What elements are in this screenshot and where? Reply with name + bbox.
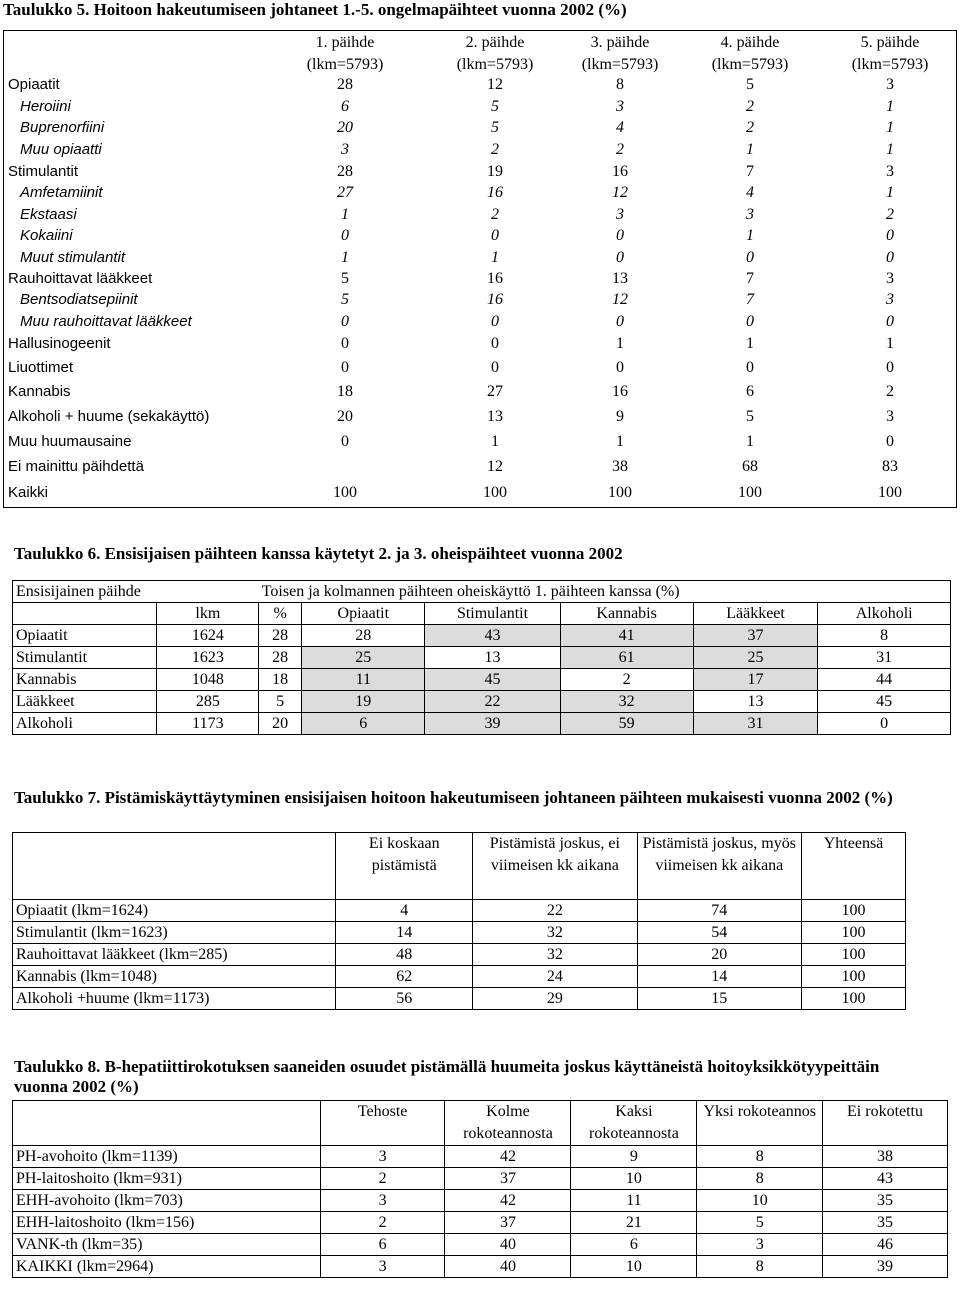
table6-cell: 25 bbox=[693, 647, 818, 669]
table8-cell: 38 bbox=[823, 1146, 948, 1168]
table5-cell: 1 bbox=[886, 98, 894, 115]
table5-cell: 2 bbox=[886, 383, 894, 400]
table5-cell: 1 bbox=[491, 249, 499, 266]
table5-cell: 100 bbox=[878, 484, 902, 501]
table6-head-primary: Ensisijainen päihde bbox=[13, 581, 259, 603]
table5-cell: 0 bbox=[341, 313, 349, 330]
table7-cell: 20 bbox=[637, 944, 801, 966]
table6-cell: 28 bbox=[259, 625, 302, 647]
table7-cell: 32 bbox=[473, 922, 637, 944]
table6-cell: 13 bbox=[425, 647, 560, 669]
table6-cell: 41 bbox=[560, 625, 693, 647]
table5-cell: 28 bbox=[337, 76, 353, 93]
table5-col-header-line1: 4. päihde bbox=[720, 34, 780, 51]
table8-row bbox=[13, 1212, 948, 1234]
table5-col-header-line1: 1. päihde bbox=[315, 34, 375, 51]
table6-cell: 45 bbox=[425, 669, 560, 691]
table5-row bbox=[3, 357, 957, 379]
table7-row-label: Rauhoittavat lääkkeet (lkm=285) bbox=[13, 944, 336, 966]
table5-cell: 1 bbox=[746, 141, 754, 158]
table5-row bbox=[3, 381, 957, 403]
table5-cell: 5 bbox=[746, 76, 754, 93]
table5-cell: 0 bbox=[616, 359, 624, 376]
table5-cell: 13 bbox=[612, 270, 628, 287]
table5-row-label: Alkoholi + huume (sekakäyttö) bbox=[8, 408, 210, 425]
table5-cell: 16 bbox=[487, 270, 503, 287]
table5-cell: 0 bbox=[491, 359, 499, 376]
table5-row-label: Liuottimet bbox=[8, 359, 74, 376]
table6-head-secondary: Toisen ja kolmannen päihteen oheiskäyttö 1. päihteen kanssa (%) bbox=[259, 581, 951, 603]
table6-row bbox=[13, 691, 951, 713]
table7-row-label: Stimulantit (lkm=1623) bbox=[13, 922, 336, 944]
table5-col-header bbox=[290, 32, 400, 76]
table5-cell: 2 bbox=[616, 141, 624, 158]
table5-cell: 16 bbox=[487, 291, 503, 308]
table5-row-label: Opiaatit bbox=[8, 76, 60, 93]
table5-cell: 3 bbox=[616, 98, 624, 115]
table8-cell: 2 bbox=[320, 1168, 445, 1190]
table5-cell: 100 bbox=[483, 484, 507, 501]
table7-cell: 54 bbox=[637, 922, 801, 944]
table6-cell: 39 bbox=[425, 713, 560, 735]
table5-cell: 0 bbox=[746, 249, 754, 266]
table8-col-header: Kolme rokoteannosta bbox=[445, 1101, 571, 1146]
table8-head-blank bbox=[13, 1101, 321, 1146]
table5-cell: 100 bbox=[333, 484, 357, 501]
table8-cell: 37 bbox=[445, 1168, 571, 1190]
table5-row-label: Muu huumausaine bbox=[8, 433, 132, 450]
table7-col-header: Pistämistä joskus, ei viimeisen kk aikana bbox=[473, 833, 637, 900]
table5-cell: 3 bbox=[341, 141, 349, 158]
table5-cell: 6 bbox=[341, 98, 349, 115]
table5-cell: 0 bbox=[616, 227, 624, 244]
table6-cell: 28 bbox=[259, 647, 302, 669]
table6-cell: 1623 bbox=[157, 647, 259, 669]
table6-cell: 6 bbox=[302, 713, 425, 735]
table5-cell: 0 bbox=[491, 335, 499, 352]
table7-row bbox=[13, 988, 906, 1010]
table7-cell: 100 bbox=[802, 900, 906, 922]
table6-cell: 61 bbox=[560, 647, 693, 669]
table8-cell: 42 bbox=[445, 1146, 571, 1168]
table8-cell: 3 bbox=[320, 1146, 445, 1168]
table5-row bbox=[3, 247, 957, 269]
table7 bbox=[12, 832, 906, 1010]
table5-row bbox=[3, 431, 957, 453]
table6-cell: 5 bbox=[259, 691, 302, 713]
table5-cell: 16 bbox=[612, 163, 628, 180]
table6-col-header: Lääkkeet bbox=[693, 603, 818, 625]
table5-row-label: Ekstaasi bbox=[20, 206, 77, 223]
table5-cell: 1 bbox=[886, 141, 894, 158]
table6-head-blank bbox=[13, 603, 157, 625]
table5-row bbox=[3, 456, 957, 478]
table8-col-header: Tehoste bbox=[320, 1101, 445, 1146]
table5-row bbox=[3, 74, 957, 96]
table8-row-label: EHH-laitoshoito (lkm=156) bbox=[13, 1212, 321, 1234]
table7-row-label: Alkoholi +huume (lkm=1173) bbox=[13, 988, 336, 1010]
table8-cell: 3 bbox=[697, 1234, 823, 1256]
table7-row bbox=[13, 900, 906, 922]
table6-cell: 31 bbox=[693, 713, 818, 735]
table5-row-label: Kaikki bbox=[8, 484, 49, 501]
table7-cell: 100 bbox=[802, 944, 906, 966]
table6-cell: 28 bbox=[302, 625, 425, 647]
table5-row-label: Heroiini bbox=[20, 98, 71, 115]
table5-cell: 16 bbox=[487, 184, 503, 201]
table5-row-label: Stimulantit bbox=[8, 163, 79, 180]
table8-cell: 46 bbox=[823, 1234, 948, 1256]
table5-cell: 12 bbox=[612, 184, 628, 201]
table6-cell: 20 bbox=[259, 713, 302, 735]
table5-cell: 0 bbox=[886, 227, 894, 244]
table5-cell: 0 bbox=[886, 359, 894, 376]
table6-cell: 45 bbox=[818, 691, 951, 713]
table7-cell: 29 bbox=[473, 988, 637, 1010]
table8-row bbox=[13, 1190, 948, 1212]
table8-cell: 9 bbox=[571, 1146, 697, 1168]
table5-cell: 68 bbox=[742, 458, 758, 475]
table5-col-header-line2: (lkm=5793) bbox=[306, 56, 384, 73]
table5-row-label: Kokaiini bbox=[20, 227, 73, 244]
table5-row bbox=[3, 225, 957, 247]
table5-cell: 0 bbox=[886, 433, 894, 450]
table5-cell: 1 bbox=[341, 249, 349, 266]
table5-cell: 1 bbox=[341, 206, 349, 223]
table5-cell: 9 bbox=[616, 408, 624, 425]
table6-cell: 2 bbox=[560, 669, 693, 691]
table6-title: Taulukko 6. Ensisijaisen päihteen kanssa käytetyt 2. ja 3. oheispäihteet vuonna 2002 bbox=[14, 544, 623, 563]
table5-cell: 7 bbox=[746, 291, 754, 308]
table8-cell: 2 bbox=[320, 1212, 445, 1234]
table5-cell: 28 bbox=[337, 163, 353, 180]
table5-cell: 4 bbox=[616, 119, 624, 136]
table8-row-label: VANK-th (lkm=35) bbox=[13, 1234, 321, 1256]
table5-cell: 27 bbox=[487, 383, 503, 400]
table5-row-label: Buprenorfiini bbox=[20, 119, 105, 136]
table5-cell: 100 bbox=[608, 484, 632, 501]
table5-row bbox=[3, 268, 957, 290]
table8-row-label: PH-laitoshoito (lkm=931) bbox=[13, 1168, 321, 1190]
table5-row bbox=[3, 96, 957, 118]
table5-title: Taulukko 5. Hoitoon hakeutumiseen johtaneet 1.-5. ongelmapäihteet vuonna 2002 (%) bbox=[3, 0, 627, 19]
table6-row bbox=[13, 647, 951, 669]
table6-cell: 1624 bbox=[157, 625, 259, 647]
table8-row bbox=[13, 1146, 948, 1168]
table6-col-header: Stimulantit bbox=[425, 603, 560, 625]
table6-cell: 59 bbox=[560, 713, 693, 735]
table5-cell: 5 bbox=[491, 98, 499, 115]
table5-row bbox=[3, 311, 957, 333]
table5-col-header bbox=[565, 32, 675, 76]
table5-row bbox=[3, 139, 957, 161]
table6-row-label: Alkoholi bbox=[13, 713, 157, 735]
table6-row bbox=[13, 625, 951, 647]
table5-cell: 16 bbox=[612, 383, 628, 400]
table8-cell: 37 bbox=[445, 1212, 571, 1234]
table7-cell: 48 bbox=[336, 944, 473, 966]
table5-cell: 1 bbox=[746, 335, 754, 352]
table7-cell: 56 bbox=[336, 988, 473, 1010]
table5-cell: 2 bbox=[886, 206, 894, 223]
table6-row-label: Kannabis bbox=[13, 669, 157, 691]
table5-cell: 27 bbox=[337, 184, 353, 201]
table5-cell: 12 bbox=[487, 458, 503, 475]
table5-cell: 3 bbox=[886, 76, 894, 93]
table8-cell: 3 bbox=[320, 1190, 445, 1212]
table8-col-header: Kaksi rokoteannosta bbox=[571, 1101, 697, 1146]
table7-row-label: Kannabis (lkm=1048) bbox=[13, 966, 336, 988]
table5-cell: 1 bbox=[886, 335, 894, 352]
table8-col-header: Ei rokotettu bbox=[823, 1101, 948, 1146]
table6-cell: 18 bbox=[259, 669, 302, 691]
table5-col-header-line2: (lkm=5793) bbox=[711, 56, 789, 73]
table7-cell: 62 bbox=[336, 966, 473, 988]
table5-row-label: Bentsodiatsepiinit bbox=[20, 291, 138, 308]
table5-cell: 20 bbox=[337, 408, 353, 425]
table5-cell: 1 bbox=[746, 433, 754, 450]
table5-col-header-line1: 3. päihde bbox=[590, 34, 650, 51]
table8-cell: 39 bbox=[823, 1256, 948, 1278]
table5-cell: 2 bbox=[746, 98, 754, 115]
table5-cell: 0 bbox=[616, 313, 624, 330]
table6-row-label: Opiaatit bbox=[13, 625, 157, 647]
table5-row bbox=[3, 204, 957, 226]
table6-cell: 43 bbox=[425, 625, 560, 647]
table8-cell: 10 bbox=[571, 1256, 697, 1278]
table5-cell: 2 bbox=[491, 141, 499, 158]
table8-cell: 6 bbox=[571, 1234, 697, 1256]
table5-row-label: Hallusinogeenit bbox=[8, 335, 111, 352]
table5-cell: 8 bbox=[616, 76, 624, 93]
table6 bbox=[12, 580, 951, 735]
table6-cell: 31 bbox=[818, 647, 951, 669]
table8-cell: 11 bbox=[571, 1190, 697, 1212]
table6-header-row-2 bbox=[13, 603, 951, 625]
table5-cell: 0 bbox=[746, 313, 754, 330]
table8-col-header: Yksi rokoteannos bbox=[697, 1101, 823, 1146]
table5-row-label: Ei mainittu päihdettä bbox=[8, 458, 144, 475]
table8-header-row bbox=[13, 1101, 948, 1146]
table5-cell: 7 bbox=[746, 270, 754, 287]
table5-cell: 0 bbox=[341, 433, 349, 450]
table6-col-header: % bbox=[259, 603, 302, 625]
table5-row bbox=[3, 406, 957, 428]
table5-cell: 3 bbox=[886, 163, 894, 180]
table8-row-label: EHH-avohoito (lkm=703) bbox=[13, 1190, 321, 1212]
table5-cell: 0 bbox=[341, 227, 349, 244]
table8-cell: 10 bbox=[571, 1168, 697, 1190]
table6-header-row-1 bbox=[13, 581, 951, 603]
table6-cell: 44 bbox=[818, 669, 951, 691]
table5-row-label: Muu opiaatti bbox=[20, 141, 102, 158]
table7-cell: 22 bbox=[473, 900, 637, 922]
table5-row-label: Muu rauhoittavat lääkkeet bbox=[20, 313, 192, 330]
table5-cell: 3 bbox=[886, 408, 894, 425]
table8-row-label: PH-avohoito (lkm=1139) bbox=[13, 1146, 321, 1168]
table5-col-header-line2: (lkm=5793) bbox=[456, 56, 534, 73]
table5-cell: 4 bbox=[746, 184, 754, 201]
table6-col-header: lkm bbox=[157, 603, 259, 625]
table6-cell: 1048 bbox=[157, 669, 259, 691]
table8-cell: 42 bbox=[445, 1190, 571, 1212]
table5-row-label: Amfetamiinit bbox=[20, 184, 103, 201]
table5-col-header-line1: 5. päihde bbox=[860, 34, 920, 51]
table8-cell: 21 bbox=[571, 1212, 697, 1234]
table5-row-label: Rauhoittavat lääkkeet bbox=[8, 270, 153, 287]
table5-col-header-line2: (lkm=5793) bbox=[851, 56, 929, 73]
table6-cell: 37 bbox=[693, 625, 818, 647]
table5-col-header bbox=[695, 32, 805, 76]
table5-row bbox=[3, 182, 957, 204]
table6-cell: 19 bbox=[302, 691, 425, 713]
table7-cell: 15 bbox=[637, 988, 801, 1010]
table6-row bbox=[13, 669, 951, 691]
table5-cell: 3 bbox=[616, 206, 624, 223]
table8-title: Taulukko 8. B-hepatiittirokotuksen saaneiden osuudet pistämällä huumeita joskus käyttäneistä hoitoyksikkötyypeittäin vuonna 2002 (%) bbox=[14, 1057, 880, 1096]
table7-header-row bbox=[13, 833, 906, 900]
table8-cell: 6 bbox=[320, 1234, 445, 1256]
table7-cell: 14 bbox=[637, 966, 801, 988]
table8-cell: 5 bbox=[697, 1212, 823, 1234]
table8-cell: 8 bbox=[697, 1256, 823, 1278]
table6-col-header: Alkoholi bbox=[818, 603, 951, 625]
table5-cell: 18 bbox=[337, 383, 353, 400]
table7-cell: 100 bbox=[802, 988, 906, 1010]
table5-row bbox=[3, 161, 957, 183]
table6-cell: 32 bbox=[560, 691, 693, 713]
table8-cell: 43 bbox=[823, 1168, 948, 1190]
table6-cell: 1173 bbox=[157, 713, 259, 735]
table5-col-header bbox=[835, 32, 945, 76]
table6-row-label: Lääkkeet bbox=[13, 691, 157, 713]
table7-row bbox=[13, 922, 906, 944]
table7-col-header: Yhteensä bbox=[802, 833, 906, 900]
table8-cell: 35 bbox=[823, 1212, 948, 1234]
table7-row bbox=[13, 966, 906, 988]
table8-cell: 8 bbox=[697, 1146, 823, 1168]
table5-cell: 0 bbox=[491, 227, 499, 244]
table5-cell: 0 bbox=[746, 359, 754, 376]
table5-cell: 1 bbox=[746, 227, 754, 244]
table5-cell: 5 bbox=[746, 408, 754, 425]
table5-cell: 5 bbox=[341, 270, 349, 287]
table5-cell: 0 bbox=[886, 313, 894, 330]
table7-title: Taulukko 7. Pistämiskäyttäytyminen ensisijaisen hoitoon hakeutumiseen johtaneen päihteen mukaisesti vuonna 2002 (%) bbox=[14, 788, 893, 807]
table5-cell: 0 bbox=[341, 359, 349, 376]
table8-cell: 8 bbox=[697, 1168, 823, 1190]
table5-row bbox=[3, 482, 957, 504]
table5-cell: 5 bbox=[491, 119, 499, 136]
table5-cell: 13 bbox=[487, 408, 503, 425]
table7-cell: 100 bbox=[802, 922, 906, 944]
table7-row bbox=[13, 944, 906, 966]
table6-col-header: Opiaatit bbox=[302, 603, 425, 625]
table5-cell: 5 bbox=[341, 291, 349, 308]
table5-cell: 3 bbox=[886, 270, 894, 287]
table5-cell: 1 bbox=[886, 119, 894, 136]
table5-cell: 1 bbox=[616, 335, 624, 352]
table6-row bbox=[13, 713, 951, 735]
table7-cell: 4 bbox=[336, 900, 473, 922]
table5-cell: 6 bbox=[746, 383, 754, 400]
table6-cell: 0 bbox=[818, 713, 951, 735]
table7-cell: 74 bbox=[637, 900, 801, 922]
table6-cell: 13 bbox=[693, 691, 818, 713]
table6-cell: 17 bbox=[693, 669, 818, 691]
table5-cell: 20 bbox=[337, 119, 353, 136]
table8-row-label: KAIKKI (lkm=2964) bbox=[13, 1256, 321, 1278]
table5-cell: 0 bbox=[886, 249, 894, 266]
table5-col-header-line1: 2. päihde bbox=[465, 34, 525, 51]
table5-col-header bbox=[440, 32, 550, 76]
table5-cell: 1 bbox=[616, 433, 624, 450]
table5-cell: 2 bbox=[491, 206, 499, 223]
table6-cell: 8 bbox=[818, 625, 951, 647]
table8-row bbox=[13, 1234, 948, 1256]
table6-cell: 25 bbox=[302, 647, 425, 669]
table7-cell: 32 bbox=[473, 944, 637, 966]
table6-cell: 285 bbox=[157, 691, 259, 713]
table5-cell: 2 bbox=[746, 119, 754, 136]
table5-cell: 3 bbox=[746, 206, 754, 223]
table8-row bbox=[13, 1168, 948, 1190]
table5-col-header-line2: (lkm=5793) bbox=[581, 56, 659, 73]
table5-row-label: Muut stimulantit bbox=[20, 249, 126, 266]
table8 bbox=[12, 1100, 948, 1278]
table5-cell: 38 bbox=[612, 458, 628, 475]
table7-head-blank bbox=[13, 833, 336, 900]
table5-cell: 100 bbox=[738, 484, 762, 501]
table5-cell: 0 bbox=[491, 313, 499, 330]
table5-row bbox=[3, 289, 957, 311]
table5-cell: 83 bbox=[882, 458, 898, 475]
table5-cell: 12 bbox=[612, 291, 628, 308]
table5-row-label: Kannabis bbox=[8, 383, 71, 400]
table5-row bbox=[3, 117, 957, 139]
table7-cell: 100 bbox=[802, 966, 906, 988]
table7-cell: 14 bbox=[336, 922, 473, 944]
table7-cell: 24 bbox=[473, 966, 637, 988]
table5-cell: 1 bbox=[491, 433, 499, 450]
table5-cell: 7 bbox=[746, 163, 754, 180]
table7-col-header: Ei koskaan pistämistä bbox=[336, 833, 473, 900]
table7-row-label: Opiaatit (lkm=1624) bbox=[13, 900, 336, 922]
table5-cell: 0 bbox=[616, 249, 624, 266]
table8-cell: 10 bbox=[697, 1190, 823, 1212]
table6-col-header: Kannabis bbox=[560, 603, 693, 625]
table8-cell: 40 bbox=[445, 1234, 571, 1256]
table8-cell: 35 bbox=[823, 1190, 948, 1212]
table5-cell: 19 bbox=[487, 163, 503, 180]
table5-row bbox=[3, 333, 957, 355]
table5-cell: 3 bbox=[886, 291, 894, 308]
table5-cell: 12 bbox=[487, 76, 503, 93]
table8-cell: 3 bbox=[320, 1256, 445, 1278]
table6-row-label: Stimulantit bbox=[13, 647, 157, 669]
table6-cell: 22 bbox=[425, 691, 560, 713]
table7-col-header: Pistämistä joskus, myös viimeisen kk aikana bbox=[637, 833, 801, 900]
table5-cell: 1 bbox=[886, 184, 894, 201]
table8-cell: 40 bbox=[445, 1256, 571, 1278]
table6-cell: 11 bbox=[302, 669, 425, 691]
table8-row bbox=[13, 1256, 948, 1278]
table5-cell: 0 bbox=[341, 335, 349, 352]
